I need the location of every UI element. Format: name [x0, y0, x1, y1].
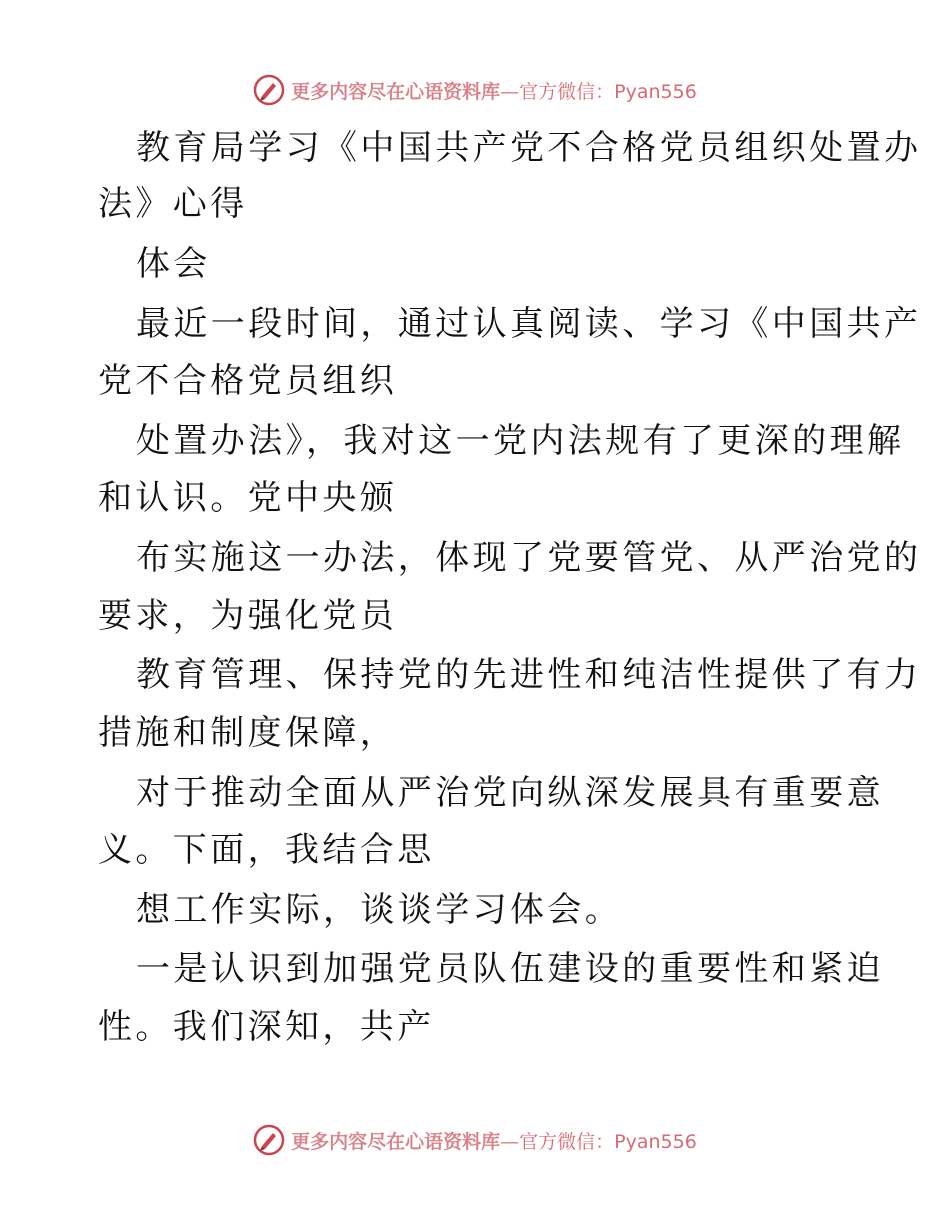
body-line: 教育管理、保持党的先进性和纯洁性提供了有力: [136, 655, 922, 695]
body-line: 义。下面，我结合思: [98, 830, 435, 870]
pen-logo-icon: [253, 74, 285, 106]
body-line: 法》心得: [98, 184, 248, 224]
footer-banner: [0, 1120, 950, 1160]
header-banner-sub: 官方微信：Pyan556: [519, 80, 697, 103]
pen-logo-icon: [253, 1124, 285, 1156]
body-line: 性。我们深知，共产: [98, 1007, 435, 1047]
footer-banner-sub: 官方微信：Pyan556: [519, 1130, 697, 1153]
header-banner-dash: —: [500, 80, 520, 103]
body-line: 最近一段时间，通过认真阅读、学习《中国共产: [136, 304, 922, 344]
body-line: 要求，为强化党员: [98, 596, 398, 636]
header-banner: [0, 70, 950, 110]
body-line: 教育局学习《中国共产党不合格党员组织处置办: [136, 128, 922, 168]
body-line: 布实施这一办法，体现了党要管党、从严治党的: [136, 538, 922, 578]
footer-banner-main: 更多内容尽在心语资料库: [291, 1130, 501, 1153]
header-banner-text: [291, 77, 697, 104]
footer-banner-dash: —: [500, 1130, 520, 1153]
footer-banner-text: [291, 1127, 697, 1154]
body-line: 和认识。党中央颁: [98, 478, 398, 518]
body-line: 一是认识到加强党员队伍建设的重要性和紧迫: [136, 949, 884, 989]
body-line: 体会: [136, 244, 211, 284]
body-line: 处置办法》，我对这一党内法规有了更深的理解: [136, 421, 905, 461]
header-banner-main: 更多内容尽在心语资料库: [291, 80, 501, 103]
body-line: 对于推动全面从严治党向纵深发展具有重要意: [136, 773, 884, 813]
body-line: 想工作实际，谈谈学习体会。: [136, 890, 623, 930]
body-line: 党不合格党员组织: [98, 361, 398, 401]
body-line: 措施和制度保障，: [98, 713, 398, 753]
